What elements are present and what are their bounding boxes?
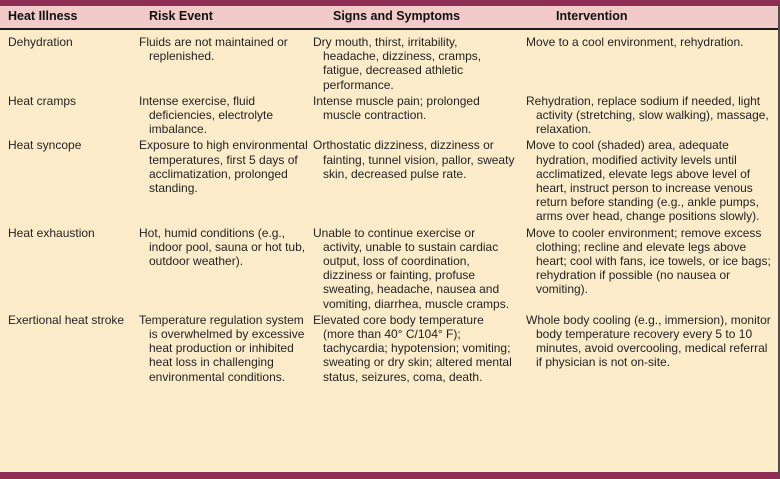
cell-illness: Heat exhaustion: [8, 225, 95, 240]
cell-illness: Heat cramps: [8, 93, 77, 108]
cell-risk-event: Intense exercise, fluid deficiencies, electrolyte imbalance.: [139, 93, 274, 137]
column-header-risk-event: Risk Event: [149, 9, 213, 23]
cell-signs-symptoms: Elevated core body temperature (more than 40° C/104° F); tachycardia; hypotension; vomiting; sweating or dry skin; altered mental status, seizures, coma, death.: [313, 312, 512, 384]
cell-intervention: Move to cooler environment; remove excess clothing; recline and elevate legs above heart; cool with fans, ice towels, or ice bags; rehydration if possible (no nausea or vomiting).: [526, 225, 771, 297]
cell-risk-event: Hot, humid conditions (e.g., indoor pool, sauna or hot tub, outdoor weather).: [139, 225, 306, 269]
cell-intervention: Move to a cool environment, rehydration.: [526, 35, 744, 49]
table-row-exertional-heat-stroke: [0, 313, 778, 384]
table-row-heat-syncope: [0, 138, 778, 223]
cell-intervention: Whole body cooling (e.g., immersion), monitor body temperature recovery every 5 to 10 minutes, avoid overcooling, medical referral if physician is not on-site.: [526, 312, 771, 370]
cell-illness: Heat syncope: [8, 138, 82, 153]
cell-signs-symptoms: Orthostatic dizziness, dizziness or fainting, tunnel vision, pallor, sweaty skin, decreased pulse rate.: [313, 138, 515, 181]
cell-intervention: Move to cool (shaded) area, adequate hydration, modified activity levels until acclimatized, elevate legs above level of heart, instruct person to increase venous return before standing (e.g., ankle pumps, arms over head, change positions slowly).: [526, 138, 760, 224]
table-row-heat-exhaustion: [0, 226, 778, 311]
cell-risk-event: Fluids are not maintained or replenished.: [139, 35, 288, 64]
table-body: [0, 30, 778, 384]
column-header-signs-symptoms: Signs and Symptoms: [333, 9, 461, 23]
cell-illness: Exertional heat stroke: [8, 312, 125, 327]
cell-intervention: Rehydration, replace sodium if needed, light activity (stretching, slow walking), massage, relaxation.: [526, 93, 769, 137]
column-header-intervention: Intervention: [556, 9, 628, 23]
table-row-heat-cramps: [0, 94, 778, 137]
cell-signs-symptoms: Dry mouth, thirst, irritability, headache, dizziness, cramps, fatigue, decreased athletic performance.: [313, 35, 482, 92]
cell-signs-symptoms: Intense muscle pain; prolonged muscle contraction.: [313, 93, 480, 123]
table-row-dehydration: [0, 35, 778, 92]
column-header-heat-illness: Heat Illness: [8, 9, 78, 23]
table-header-row: [0, 6, 778, 30]
cell-risk-event: Temperature regulation system is overwhelmed by excessive heat production or inhibited heat loss in challenging environmental conditions.: [139, 312, 305, 384]
cell-illness: Dehydration: [8, 35, 73, 49]
cell-signs-symptoms: Unable to continue exercise or activity, unable to sustain cardiac output, loss of coordination, dizziness or fainting, profuse sweating, headache, nausea and vomiting, diarrhea, muscle cramps.: [313, 225, 510, 311]
cell-risk-event: Exposure to high environmental temperatures, first 5 days of acclimatization, prolonged standing.: [139, 138, 308, 196]
